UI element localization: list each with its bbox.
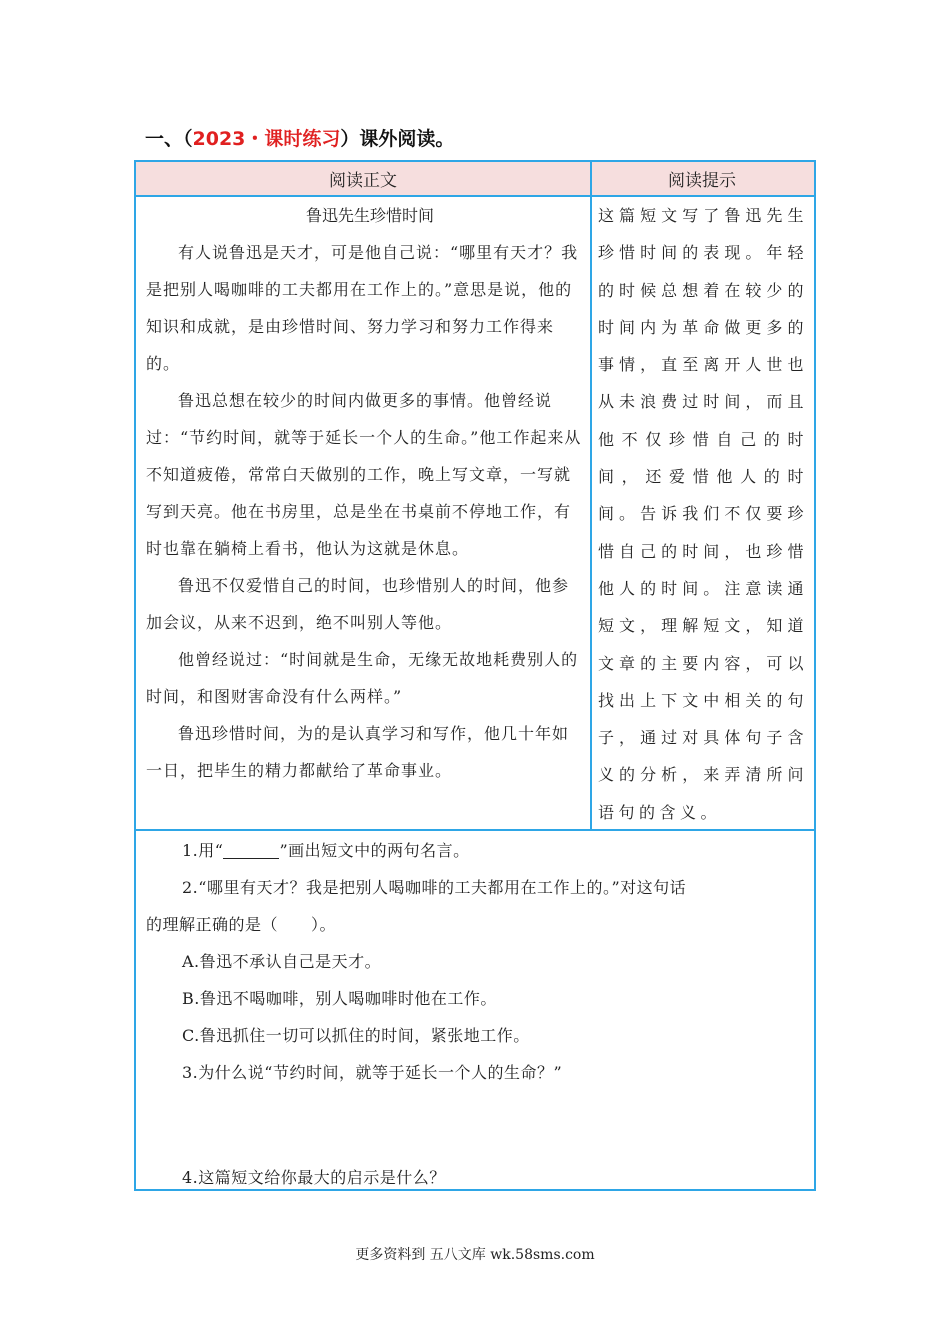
question-2-line2: 的理解正确的是（ ）。	[146, 915, 337, 934]
answer-space	[146, 1091, 806, 1159]
section-heading	[145, 124, 454, 151]
passage-paragraph: 有人说鲁迅是天才，可是他自己说：“哪里有天才？我是把别人喝咖啡的工夫都用在工作上的。”意思是说，他的知识和成就，是由珍惜时间、努力学习和努力工作得来的。	[146, 243, 579, 373]
underline-sample	[223, 844, 279, 859]
heading-suffix: ）课外阅读。	[340, 128, 455, 150]
column-divider	[590, 162, 592, 829]
header-reading-hint: 阅读提示	[590, 162, 814, 197]
question-1-post: ”画出短文中的两句名言。	[279, 841, 470, 860]
question-2-line1: 2.“哪里有天才？我是把别人喝咖啡的工夫都用在工作上的。”对这句话	[182, 878, 687, 897]
heading-prefix: 一、（	[145, 128, 193, 150]
header-reading-text: 阅读正文	[136, 162, 590, 197]
passage	[146, 197, 582, 789]
option-a: A.鲁迅不承认自己是天才。	[182, 952, 382, 971]
passage-paragraph: 鲁迅不仅爱惜自己的时间，也珍惜别人的时间，他参加会议，从来不迟到，绝不叫别人等他。	[146, 576, 570, 632]
option-b: B.鲁迅不喝咖啡，别人喝咖啡时他在工作。	[182, 989, 497, 1008]
option-c: C.鲁迅抓住一切可以抓住的时间，紧张地工作。	[182, 1026, 530, 1045]
question-1	[146, 832, 806, 869]
question-4: 4.这篇短文给你最大的启示是什么？	[182, 1168, 446, 1187]
passage-paragraph: 鲁迅珍惜时间，为的是认真学习和写作，他几十年如一日，把毕生的精力都献给了革命事业。	[146, 724, 570, 780]
question-3: 3.为什么说“节约时间，就等于延长一个人的生命？”	[182, 1063, 563, 1082]
reading-hint: 这篇短文写了鲁迅先生珍惜时间的表现。年轻的时候总想着在较少的时间内为革命做更多的事情，直至离开人世也从未浪费过时间，而且他不仅珍惜自己的时间，还爱惜他人的时间。告诉我们不仅要珍惜自己的时间，也珍惜他人的时间。注意读通短文，理解短文，知道文章的主要内容，可以找出上下文中相关的句子，通过对具体句子含义的分析，来弄清所问语句的含义。	[598, 206, 808, 822]
passage-title: 鲁迅先生珍惜时间	[305, 206, 434, 225]
question-1-pre: 1.用“	[182, 841, 224, 860]
heading-source: 2023・课时练习	[192, 128, 341, 150]
reading-table	[134, 160, 816, 1191]
passage-paragraph: 他曾经说过：“时间就是生命，无缘无故地耗费别人的时间，和图财害命没有什么两样。”	[146, 650, 579, 706]
passage-paragraph: 鲁迅总想在较少的时间内做更多的事情。他曾经说过：“节约时间，就等于延长一个人的生命。”他工作起来从不知道疲倦，常常白天做别的工作，晚上写文章，一写就写到天亮。他在书房里，总是坐在书桌前不停地工作，有时也靠在躺椅上看书，他认为这就是休息。	[146, 391, 582, 558]
footer: 更多资料到 五八文库 wk.58sms.com	[355, 1247, 595, 1263]
questions	[146, 832, 806, 1196]
